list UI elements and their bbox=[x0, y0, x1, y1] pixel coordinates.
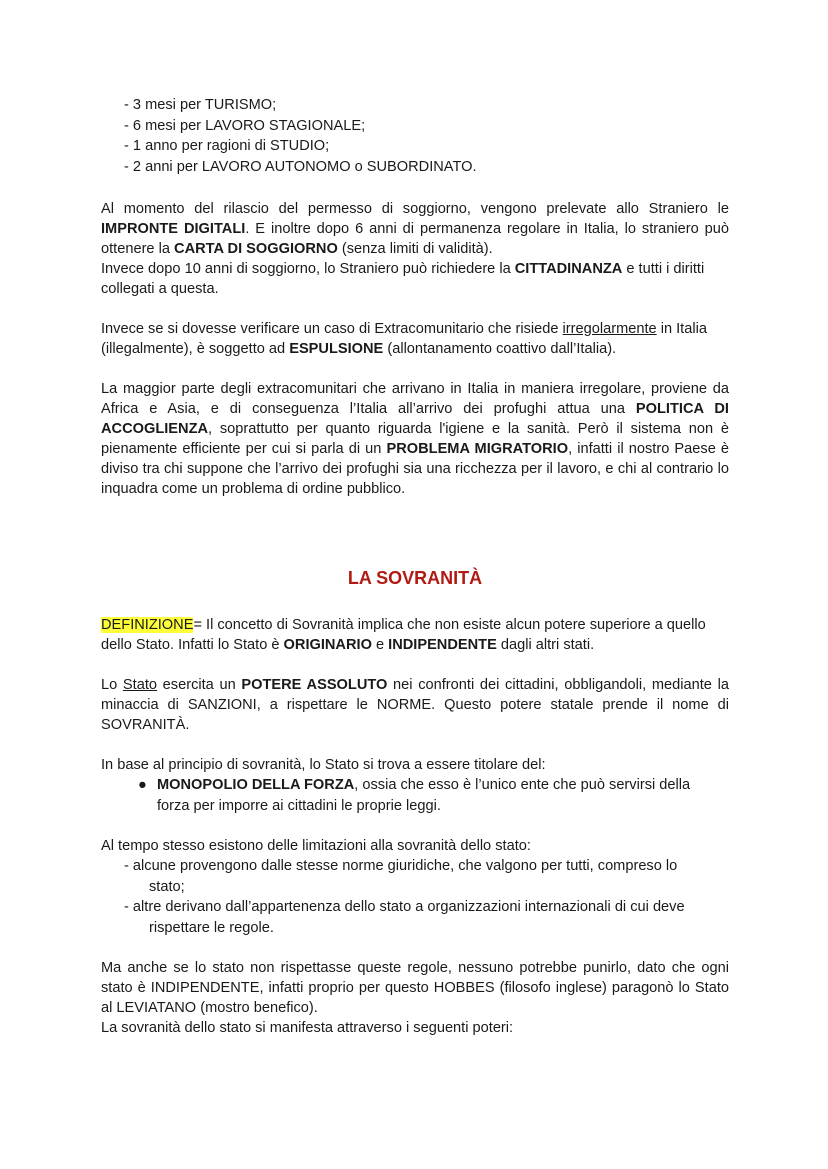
list-item: ● MONOPOLIO DELLA FORZA, ossia che esso è l’unico ente che può servirsi della forza per imporre ai cittadini le proprie leggi. bbox=[138, 777, 691, 814]
paragraph-cittadinanza: Invece dopo 10 anni di soggiorno, lo Straniero può richiedere la CITTADINANZA e tutti i diritti collegati a questa. bbox=[101, 261, 705, 297]
bold-term: MONOPOLIO DELLA FORZA bbox=[157, 777, 355, 793]
limits-list bbox=[124, 856, 729, 938]
bold-term: CARTA DI SOGGIORNO bbox=[174, 241, 338, 257]
permit-duration-list bbox=[124, 95, 729, 177]
list-item: - 1 anno per ragioni di STUDIO; bbox=[124, 138, 330, 154]
paragraph-hobbes: Ma anche se lo stato non rispettasse queste regole, nessuno potrebbe punirlo, dato che ogni stato è INDIPENDENTE, infatti proprio per questo HOBBES (filosofo inglese) paragonò lo Stato al LEVIATANO (mostro benefico). bbox=[101, 960, 729, 1016]
bold-term: CITTADINANZA bbox=[514, 261, 623, 277]
paragraph-limitazioni: Al tempo stesso esistono delle limitazioni alla sovranità dello stato: bbox=[101, 838, 531, 854]
paragraph-espulsione: Invece se si dovesse verificare un caso di Extracomunitario che risiede irregolarmente in Italia (illegalmente), è soggetto ad ESPULSIONE (allontanamento coattivo dall’Italia). bbox=[101, 321, 707, 357]
list-item: - altre derivano dall’appartenenza dello stato a organizzazioni internazionali di cui deve rispettare le regole. bbox=[124, 899, 685, 936]
paragraph-principio: In base al principio di sovranità, lo Stato si trova a essere titolare del: bbox=[101, 757, 546, 773]
paragraph-potere-assoluto: Lo Stato esercita un POTERE ASSOLUTO nei confronti dei cittadini, obbligandoli, mediante la minaccia di SANZIONI, a rispettare le NORME. Questo potere statale prende il nome di SOVRANITÀ. bbox=[101, 677, 729, 733]
section-title: LA SOVRANITÀ bbox=[347, 568, 483, 588]
list-item: - 2 anni per LAVORO AUTONOMO o SUBORDINATO. bbox=[124, 158, 477, 175]
paragraph-definizione: DEFINIZIONE= Il concetto di Sovranità implica che non esiste alcun potere superiore a quello dello Stato. Infatti lo Stato è ORIGINARIO e INDIPENDENTE dagli altri stati. bbox=[101, 617, 706, 653]
bold-term: IMPRONTE DIGITALI bbox=[101, 221, 246, 237]
bold-term: ESPULSIONE bbox=[289, 341, 384, 357]
paragraph-migrazione: La maggior parte degli extracomunitari che arrivano in Italia in maniera irregolare, proviene da Africa e Asia, e di conseguenza l’Italia all’arrivo dei profughi attua una POLITICA DI ACCOGLIENZA, soprattutto per quanto riguarda l'igiene e la sanità. Però il sistema non è pienamente efficiente per cui si parla di un PROBLEMA MIGRATORIO, infatti il nostro Paese è diviso tra chi suppone che l’arrivo dei profughi sia una ricchezza per il lavoro, e chi al contrario lo inquadra come un problema di ordine pubblico. bbox=[101, 381, 730, 497]
list-item: - 6 mesi per LAVORO STAGIONALE; bbox=[124, 117, 366, 134]
list-item: - alcune provengono dalle stesse norme giuridiche, che valgono per tutti, compreso lo stato; bbox=[124, 858, 678, 895]
paragraph-poteri: La sovranità dello stato si manifesta attraverso i seguenti poteri: bbox=[101, 1020, 514, 1036]
bullet-icon: ● bbox=[138, 777, 147, 793]
underlined-term: irregolarmente bbox=[562, 321, 657, 337]
bullet-list bbox=[139, 775, 729, 816]
document-page bbox=[101, 95, 729, 1038]
highlighted-label: DEFINIZIONE bbox=[101, 617, 194, 633]
bold-term: POLITICA DI ACCOGLIENZA bbox=[101, 401, 729, 437]
bold-term: INDIPENDENTE bbox=[388, 637, 497, 653]
bold-term: PROBLEMA MIGRATORIO bbox=[386, 441, 569, 457]
underlined-term: Stato bbox=[122, 677, 157, 693]
bold-term: ORIGINARIO bbox=[283, 637, 372, 653]
paragraph-permesso: Al momento del rilascio del permesso di soggiorno, vengono prelevate allo Straniero le IMPRONTE DIGITALI. E inoltre dopo 6 anni di permanenza regolare in Italia, lo straniero può ottenere la CARTA DI SOGGIORNO (senza limiti di validità). bbox=[101, 201, 729, 257]
list-item: - 3 mesi per TURISMO; bbox=[124, 97, 277, 113]
bold-term: POTERE ASSOLUTO bbox=[241, 677, 388, 693]
